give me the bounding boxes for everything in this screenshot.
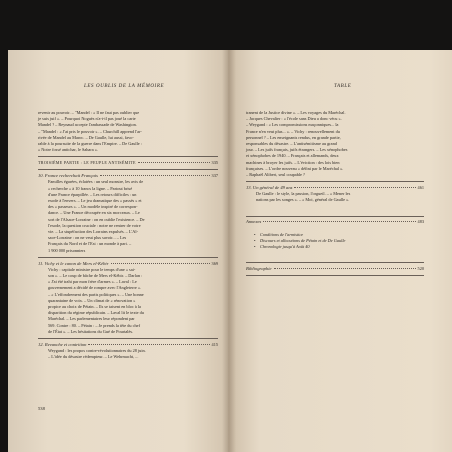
text-line: machines à broyer les juifs. – L'éviction : des lois bien: [246, 159, 340, 165]
text-line: sace-Lorraine : on ne veut plus savoir... – Les: [48, 235, 127, 241]
bibliography-entry: [246, 266, 424, 272]
bibliography-page-number: 520: [417, 266, 424, 272]
leader-dots: [111, 263, 210, 264]
annexes-list: [246, 232, 424, 251]
text-line: vie. – La stupéfaction des Lorrains expulsés. – L'Al-: [48, 229, 139, 235]
chapter-page-number: 415: [211, 341, 218, 347]
text-line: « Notre fossé antichar, le Sahara ».: [38, 147, 98, 153]
text-line: exode à l'envers. – Le jeu dramatique des « passés » et: [48, 198, 142, 204]
text-line: rivée de Mandel au Maroc. – De Gaulle, lui aussi, favo-: [38, 134, 134, 140]
left-intro: [38, 110, 218, 153]
chapter-summary: [246, 191, 424, 203]
divider: [246, 275, 424, 276]
text-line: sort de l'Alsace-Lorraine : on en oublie l'existence. – De: [48, 216, 145, 222]
right-running-head: TABLE: [334, 84, 352, 89]
leader-dots: [100, 175, 210, 176]
text-line: jour. – Les juifs français, juifs étrangers. – Les xénophobes: [246, 147, 348, 153]
text-line: d'une France éparpillée. – Les retours difficiles : un: [48, 191, 137, 197]
leader-dots: [138, 162, 210, 163]
right-text-column: [246, 110, 424, 278]
text-line: responsables du désastre. – L'antisémitisme au grand: [246, 141, 337, 147]
part-page-number: 335: [211, 160, 218, 166]
text-line: Familles égarées, éclatées : un seul monstre, les avis de: [48, 179, 144, 185]
text-line: et xénophobes de 1940. – Français et allemands, deux: [246, 153, 339, 159]
left-running-head: LES OUBLIS DE LA MÉMOIRE: [84, 84, 165, 89]
divider: [38, 257, 218, 258]
text-line: des « passeurs ». – Un modèle inspiré de correspon-: [48, 204, 138, 210]
chapter-title: 11. Vichy et le canon de Mers el-Kébir: [38, 260, 109, 266]
divider: [246, 181, 424, 182]
left-page: [8, 50, 228, 452]
text-line: l'exode, la question cruciale : notre ne rentrer de votre: [48, 222, 141, 228]
chapter-title: 10. France recherchait Français: [38, 173, 98, 179]
text-line: Vichy : capitale ministre pour le temps d'une « sai-: [48, 266, 136, 272]
text-line: Mandel ? – Reynaud accepte l'ambassade de Washington.: [38, 122, 137, 128]
chapter-page-number: 337: [211, 173, 218, 179]
bibliography-title: Bibliographie: [246, 266, 272, 272]
text-line: son ». – Le coup de bâche de Mers el-Kébir. – Darlan :: [48, 273, 143, 279]
text-line: tranent de la Justice divine ». – Les voyages du Maréchal.: [246, 110, 346, 115]
annexes-page-number: 483: [417, 219, 424, 225]
text-line: 1 900 000 prisonniers: [48, 247, 86, 253]
divider: [38, 156, 218, 157]
leader-dots: [88, 344, 209, 345]
chapter-summary: [38, 179, 218, 253]
divider: [38, 169, 218, 170]
text-line: de l'État ». – Les hésitations du Gué de Pourtalès.: [48, 328, 134, 334]
text-line: – Jacques Chevalier : « l'école sans Dieu a donc vécu ».: [246, 116, 342, 122]
annexes-entry: [246, 219, 424, 225]
part-title: TROISIÈME PARTIE : LE PEUPLE ANTISÉMITE: [38, 160, 136, 166]
text-line: gouvernement a décidé de rompre avec l'Angleterre ».: [48, 285, 142, 291]
right-intro: [246, 110, 424, 178]
divider: [38, 338, 218, 339]
text-line: De Gaulle : le style, la passion, l'orgueil. – « Mener les: [256, 191, 351, 197]
text-line: Weygand : les propos contre-révolutionnaires du 28 juin.: [48, 348, 146, 354]
text-line: Français du Nord et de l'Est : un monde à part. –: [48, 241, 132, 247]
text-line: Maréchal. – Les parlementaires leur répondent par: [48, 316, 135, 322]
left-text-column: [38, 110, 218, 361]
chapter-summary: [38, 348, 218, 360]
leader-dots: [294, 187, 415, 188]
text-line: françaises. – L'ordre nouveau « défini par le Maréchal ».: [246, 165, 344, 171]
text-line: – Weygand : « Les compromissions maçonniques... la: [246, 122, 339, 128]
text-line: – "Mandel : « J'ai pris le pouvoir ». – Churchill apprend l'ar-: [38, 128, 142, 134]
text-line: – Raphaël Alibert, seul coupable ?: [246, 172, 305, 178]
text-line: personnel ? – Les enseignants rendus, en grande partie,: [246, 134, 341, 140]
text-line: quarantaine de voix. – Un climat de « rénovation »: [48, 297, 136, 303]
text-line: France n'en veut plus... ». – Vichy : renouvellement du: [246, 128, 340, 134]
chapter-title: 13. Un général de 49 ans: [246, 185, 293, 191]
text-line: disparition du régime républicain. – Laval lit le texte du: [48, 310, 144, 316]
text-line: je suis juif ». – Pourquoi Noguès n'a-t-il pas joué la carte: [38, 116, 136, 122]
chapter-page-number: 461: [417, 185, 424, 191]
text-line: nations par les songes ». – « Moi, général de Gaulle ».: [256, 197, 350, 203]
divider: [246, 216, 424, 217]
left-page-number: 538: [38, 406, 45, 411]
list-item: • Chronologie jusqu'à Août 40: [260, 244, 424, 250]
part-entry: [38, 160, 218, 166]
divider: [246, 262, 424, 263]
text-line: « J'ai été trahi par mon frère d'armes ». – Laval : Le: [48, 279, 137, 285]
chapter-summary: [38, 267, 218, 335]
list-item: • Conditions de l'armistice: [260, 232, 424, 238]
text-line: revenir au pouvoir. – "Mandel : « Il ne faut pas oublier que: [38, 110, 140, 115]
annexes-title: Annexes: [246, 219, 262, 225]
text-line: dance. – Une France découpée en six morceaux. – Le: [48, 210, 140, 216]
text-line: rable à la poursuite de la guerre dans l'Empire. – De Gaulle :: [38, 141, 142, 147]
text-line: – « L'effondrement des partis politiques ». – Une bonne: [48, 291, 144, 297]
text-line: – L'idée du désastre rédempteur. – Le Wehrmacht, ...: [48, 354, 139, 360]
text-line: « recherche » à 10 francs la ligne. – Partout brisé: [48, 185, 133, 191]
text-line: 569. Contre : 80. – Pétain : – Je prends la tête du chef: [48, 322, 141, 328]
book-gutter: [222, 50, 236, 452]
text-line: propice au choix de Pétain. – Ils se taisent en bloc à la: [48, 304, 141, 310]
right-page: [228, 50, 452, 452]
leader-dots: [263, 221, 415, 222]
list-item: • Discours et allocutions de Pétain et de De Gaulle: [260, 238, 424, 244]
leader-dots: [274, 268, 416, 269]
chapter-page-number: 369: [211, 260, 218, 266]
chapter-title: 12. Revanche et contrition: [38, 341, 87, 347]
